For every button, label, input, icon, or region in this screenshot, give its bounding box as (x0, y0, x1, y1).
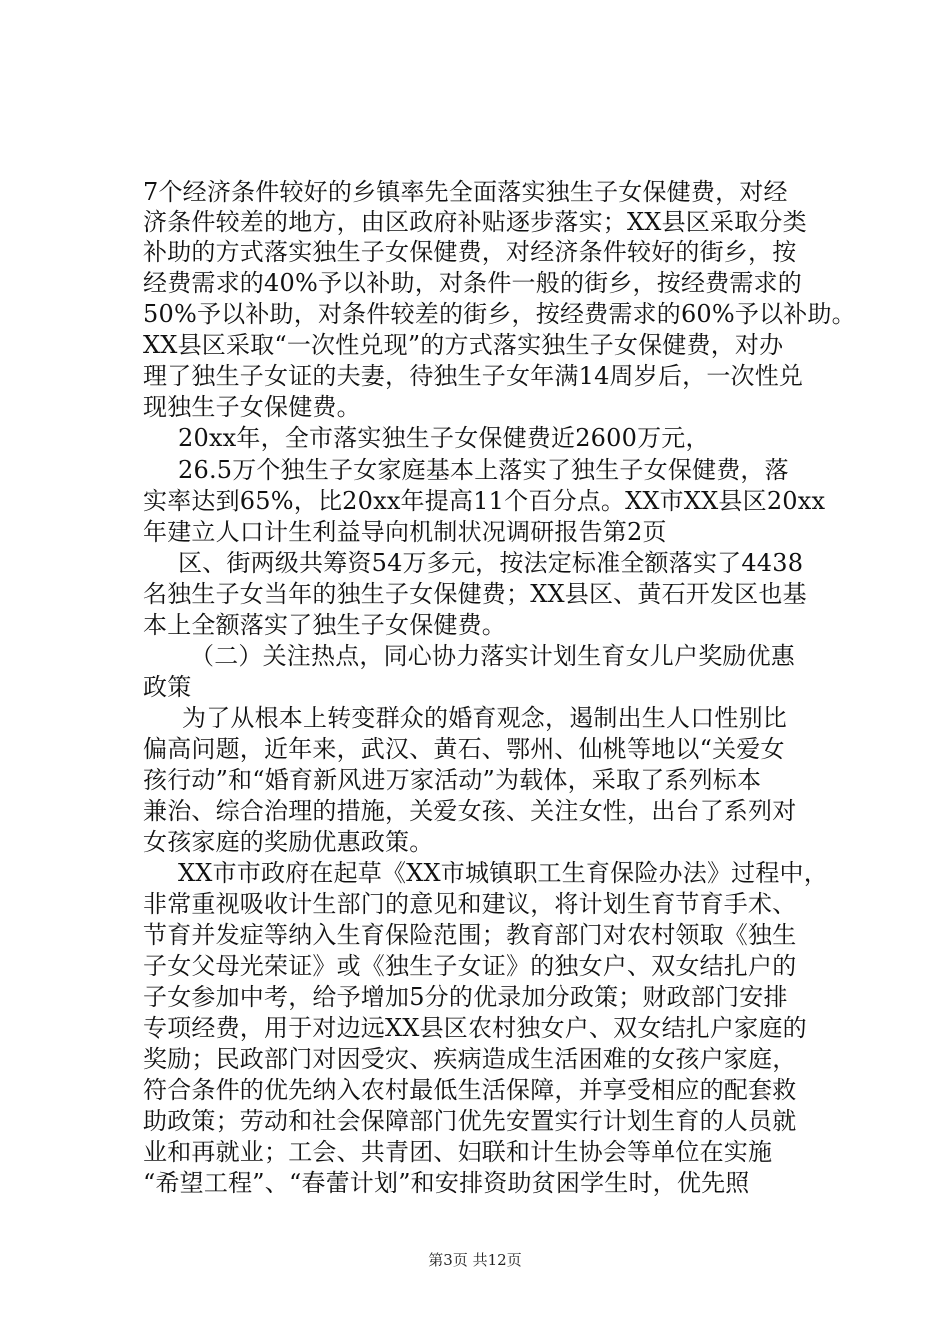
text-line: 50%予以补助，对条件较差的街乡，按经费需求的60%予以补助。 (143, 300, 856, 328)
text-line: 非常重视吸收计生部门的意见和建议，将计划生育节育手术、 (143, 890, 797, 918)
text-line: 实率达到65%，比20xx年提高11个百分点。XX市XX县区20xx (143, 487, 826, 515)
text-line: 名独生子女当年的独生子女保健费；XX县区、黄石开发区也基 (143, 580, 807, 608)
text-line: 孩行动”和“婚育新风进万家活动”为载体，采取了系列标本 (143, 766, 762, 794)
text-line: 本上全额落实了独生子女保健费。 (143, 611, 506, 639)
text-line: 符合条件的优先纳入农村最低生活保障，并享受相应的配套救 (143, 1076, 797, 1104)
text-line: 经费需求的40%予以补助，对条件一般的街乡，按经费需求的 (143, 269, 802, 297)
text-line: 业和再就业；工会、共青团、妇联和计生协会等单位在实施 (143, 1138, 773, 1166)
text-line: XX市市政府在起草《XX市城镇职工生育保险办法》过程中， (178, 859, 828, 887)
text-line: 济条件较差的地方，由区政府补贴逐步落实；XX县区采取分类 (143, 208, 807, 236)
text-line: 子女参加中考，给予增加5分的优录加分政策；财政部门安排 (143, 983, 788, 1011)
text-line: 女孩家庭的奖励优惠政策。 (143, 828, 434, 856)
text-line: 现独生子女保健费。 (143, 393, 361, 421)
text-line: 为了从根本上转变群众的婚育观念，遏制出生人口性别比 (182, 704, 787, 732)
text-line: XX县区采取“一次性兑现”的方式落实独生子女保健费，对办 (143, 331, 784, 359)
section-heading: 政策 (143, 673, 192, 701)
text-line: 专项经费，用于对边远XX县区农村独女户、双女结扎户家庭的 (143, 1014, 807, 1042)
text-line: 奖励；民政部门对因受灾、疾病造成生活困难的女孩户家庭， (143, 1045, 797, 1073)
text-line: “希望工程”、“春蕾计划”和安排资助贫困学生时，优先照 (143, 1169, 750, 1197)
text-line: 理了独生子女证的夫妻，待独生子女年满14周岁后，一次性兑 (143, 362, 804, 390)
text-line: 年建立人口计生利益导向机制状况调研报告第2页 (143, 518, 667, 546)
text-line: 子女父母光荣证》或《独生子女证》的独女户、双女结扎户的 (143, 952, 797, 980)
text-line: 节育并发症等纳入生育保险范围；教育部门对农村领取《独生 (143, 921, 797, 949)
section-heading: （二）关注热点，同心协力落实计划生育女儿户奖励优惠 (190, 642, 795, 670)
page-number-footer: 第3页 共12页 (428, 1251, 522, 1269)
text-line: 20xx年，全市落实独生子女保健费近2600万元， (178, 424, 710, 452)
text-line: 偏高问题，近年来，武汉、黄石、鄂州、仙桃等地以“关爱女 (143, 735, 785, 763)
text-line: 26.5万个独生子女家庭基本上落实了独生子女保健费，落 (178, 456, 789, 484)
text-line: 区、街两级共筹资54万多元，按法定标准全额落实了4438 (178, 549, 804, 577)
text-line: 补助的方式落实独生子女保健费，对经济条件较好的街乡，按 (143, 238, 797, 266)
text-line: 助政策；劳动和社会保障部门优先安置实行计划生育的人员就 (143, 1107, 797, 1135)
text-line: 兼治、综合治理的措施，关爱女孩、关注女性，出台了系列对 (143, 797, 797, 825)
text-line: 7个经济条件较好的乡镇率先全面落实独生子女保健费，对经 (143, 178, 788, 206)
